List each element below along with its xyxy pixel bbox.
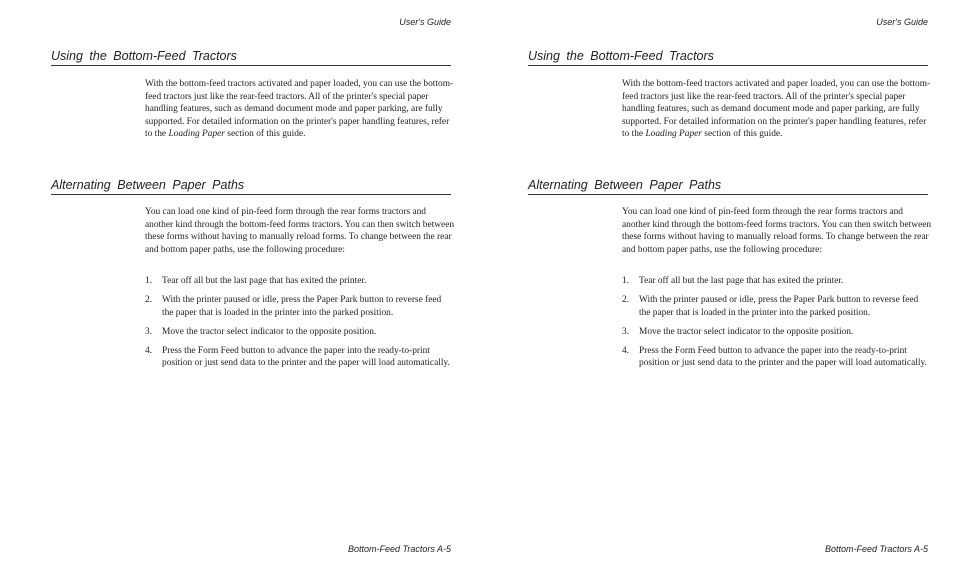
step-number: 1. [622, 276, 630, 286]
paragraph-alternating-intro: You can load one kind of pin-feed form through the rear forms tractors and another kind through the bottom-feed forms tractors. You can then switch between these forms without having to manually reload forms. To change between the rear and bottom paper paths, use the following procedure: [145, 207, 455, 255]
step-number: 4. [622, 345, 630, 356]
list-item [622, 345, 927, 370]
step-number: 4. [145, 345, 153, 356]
procedure-steps [145, 275, 450, 377]
list-item [622, 326, 927, 339]
right-page [477, 0, 954, 580]
loading-paper-reference: Loading Paper [645, 129, 702, 140]
step-number: 1. [145, 276, 153, 286]
section-title-bottom-feed: Using the Bottom-Feed Tractors [528, 49, 928, 66]
list-item [622, 294, 927, 319]
list-item [145, 294, 450, 319]
list-item [145, 326, 450, 339]
step-number: 2. [145, 295, 153, 306]
section-title-alternating: Alternating Between Paper Paths [528, 178, 928, 195]
running-head: User's Guide [399, 17, 451, 27]
list-item [622, 275, 927, 288]
step-number: 3. [145, 326, 153, 337]
list-item [145, 345, 450, 370]
procedure-steps [622, 275, 927, 377]
page-footer: Bottom-Feed Tractors A-5 [824, 544, 928, 554]
paragraph-text: section of this guide. [224, 129, 306, 140]
paragraph-alternating-intro: You can load one kind of pin-feed form through the rear forms tractors and another kind through the bottom-feed forms tractors. You can then switch between these forms without having to manually reload forms. To change between the rear and bottom paper paths, use the following procedure: [622, 207, 932, 255]
running-head: User's Guide [876, 17, 928, 27]
paragraph-bottom-feed [622, 78, 932, 141]
step-number: 2. [622, 295, 630, 306]
step-text: Move the tractor select indicator to the opposite position. [162, 326, 377, 337]
paragraph-bottom-feed [145, 78, 455, 141]
paragraph-text: With the bottom-feed tractors activated and paper loaded, you can use the bottom-feed tractors just like the rear-feed tractors. All of the printer's special paper handling features, such as demand document mode and paper parking, are fully supported. For detailed information on the printer's paper handling features, refer to the [622, 79, 931, 140]
step-number: 3. [622, 326, 630, 337]
step-text: Tear off all but the last page that has exited the printer. [639, 276, 844, 286]
section-title-bottom-feed: Using the Bottom-Feed Tractors [51, 49, 451, 66]
paragraph-text: section of this guide. [701, 129, 783, 140]
step-text: With the printer paused or idle, press the Paper Park button to reverse feed the paper that is loaded in the printer into the parked position. [639, 295, 919, 318]
loading-paper-reference: Loading Paper [168, 129, 225, 140]
step-text: Tear off all but the last page that has exited the printer. [162, 276, 367, 286]
paragraph-text: With the bottom-feed tractors activated and paper loaded, you can use the bottom-feed tractors just like the rear-feed tractors. All of the printer's special paper handling features, such as demand document mode and paper parking, are fully supported. For detailed information on the printer's paper handling features, refer to the [145, 79, 454, 140]
step-text: Press the Form Feed button to advance the paper into the ready-to-print position or just send data to the printer and the paper will load automatically. [639, 345, 927, 369]
step-text: Press the Form Feed button to advance the paper into the ready-to-print position or just send data to the printer and the paper will load automatically. [162, 345, 450, 369]
list-item [145, 275, 450, 288]
section-title-alternating: Alternating Between Paper Paths [51, 178, 451, 195]
page-footer: Bottom-Feed Tractors A-5 [347, 544, 451, 554]
step-text: Move the tractor select indicator to the opposite position. [639, 326, 854, 337]
step-text: With the printer paused or idle, press the Paper Park button to reverse feed the paper that is loaded in the printer into the parked position. [162, 295, 442, 318]
